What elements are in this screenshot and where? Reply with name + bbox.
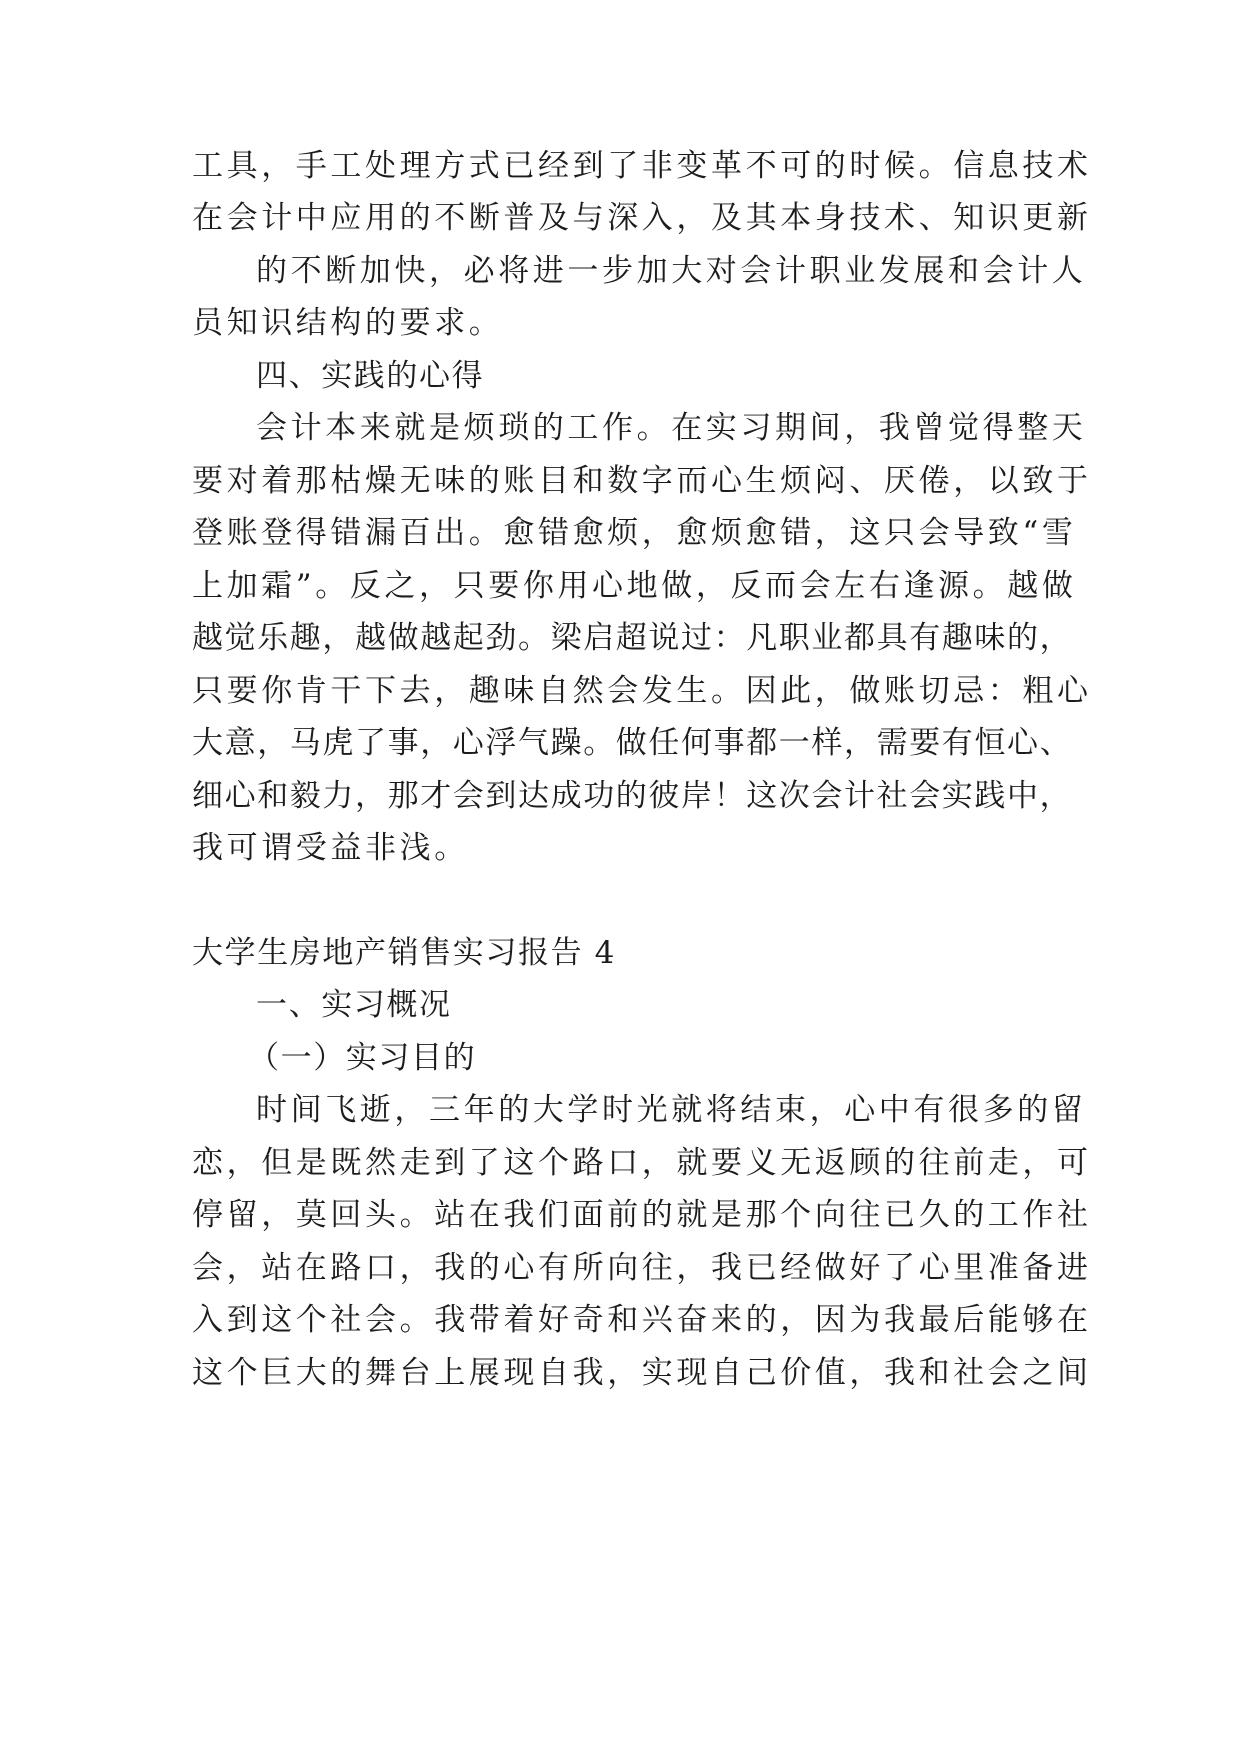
paragraph-line: 大意，马虎了事，心浮气躁。做任何事都一样，需要有恒心、 [192,725,1073,761]
paragraph-line: 我可谓受益非浅。 [192,830,469,866]
paragraph-line: 要对着那枯燥无味的账目和数字而心生烦闷、厌倦，以致于 [192,463,1092,499]
paragraph-line: 工具，手工处理方式已经到了非变革不可的时候。信息技术 [192,148,1092,184]
paragraph-line: 会，站在路口，我的心有所向往，我已经做好了心里准备进 [192,1250,1092,1286]
paragraph-line: 越觉乐趣，越做越起劲。梁启超说过：凡职业都具有趣味的， [192,620,1073,656]
paragraph-line: 登账登得错漏百出。愈错愈烦，愈烦愈错，这只会导致“雪 [192,515,1077,551]
subsection-heading: （一）实习目的 [248,1040,477,1076]
paragraph-line: 在会计中应用的不断普及与深入，及其本身技术、知识更新 [192,200,1092,236]
paragraph-line: 的不断加快，必将进一步加大对会计职业发展和会计人 [256,253,1087,289]
report-title: 大学生房地产销售实习报告 4 [192,935,616,971]
section-heading: 一、实习概况 [256,987,452,1023]
paragraph-line: 时间飞逝，三年的大学时光就将结束，心中有很多的留 [256,1092,1087,1128]
paragraph-line: 入到这个社会。我带着好奇和兴奋来的，因为我最后能够在 [192,1302,1092,1338]
paragraph-line: 会计本来就是烦琐的工作。在实习期间，我曾觉得整天 [256,410,1087,446]
section-heading: 四、实践的心得 [256,358,485,394]
paragraph-line: 恋，但是既然走到了这个路口，就要义无返顾的往前走，可 [192,1145,1092,1181]
paragraph-line: 只要你肯干下去，趣味自然会发生。因此，做账切忌：粗心 [192,673,1092,709]
paragraph-line: 上加霜”。反之，只要你用心地做，反而会左右逢源。越做 [192,568,1077,604]
paragraph-line: 这个巨大的舞台上展现自我，实现自己价值，我和社会之间 [192,1355,1092,1391]
paragraph-line: 细心和毅力，那才会到达成功的彼岸！这次会计社会实践中， [192,778,1073,814]
paragraph-line: 停留，莫回头。站在我们面前的就是那个向往已久的工作社 [192,1197,1092,1233]
paragraph-line: 员知识结构的要求。 [192,305,504,341]
